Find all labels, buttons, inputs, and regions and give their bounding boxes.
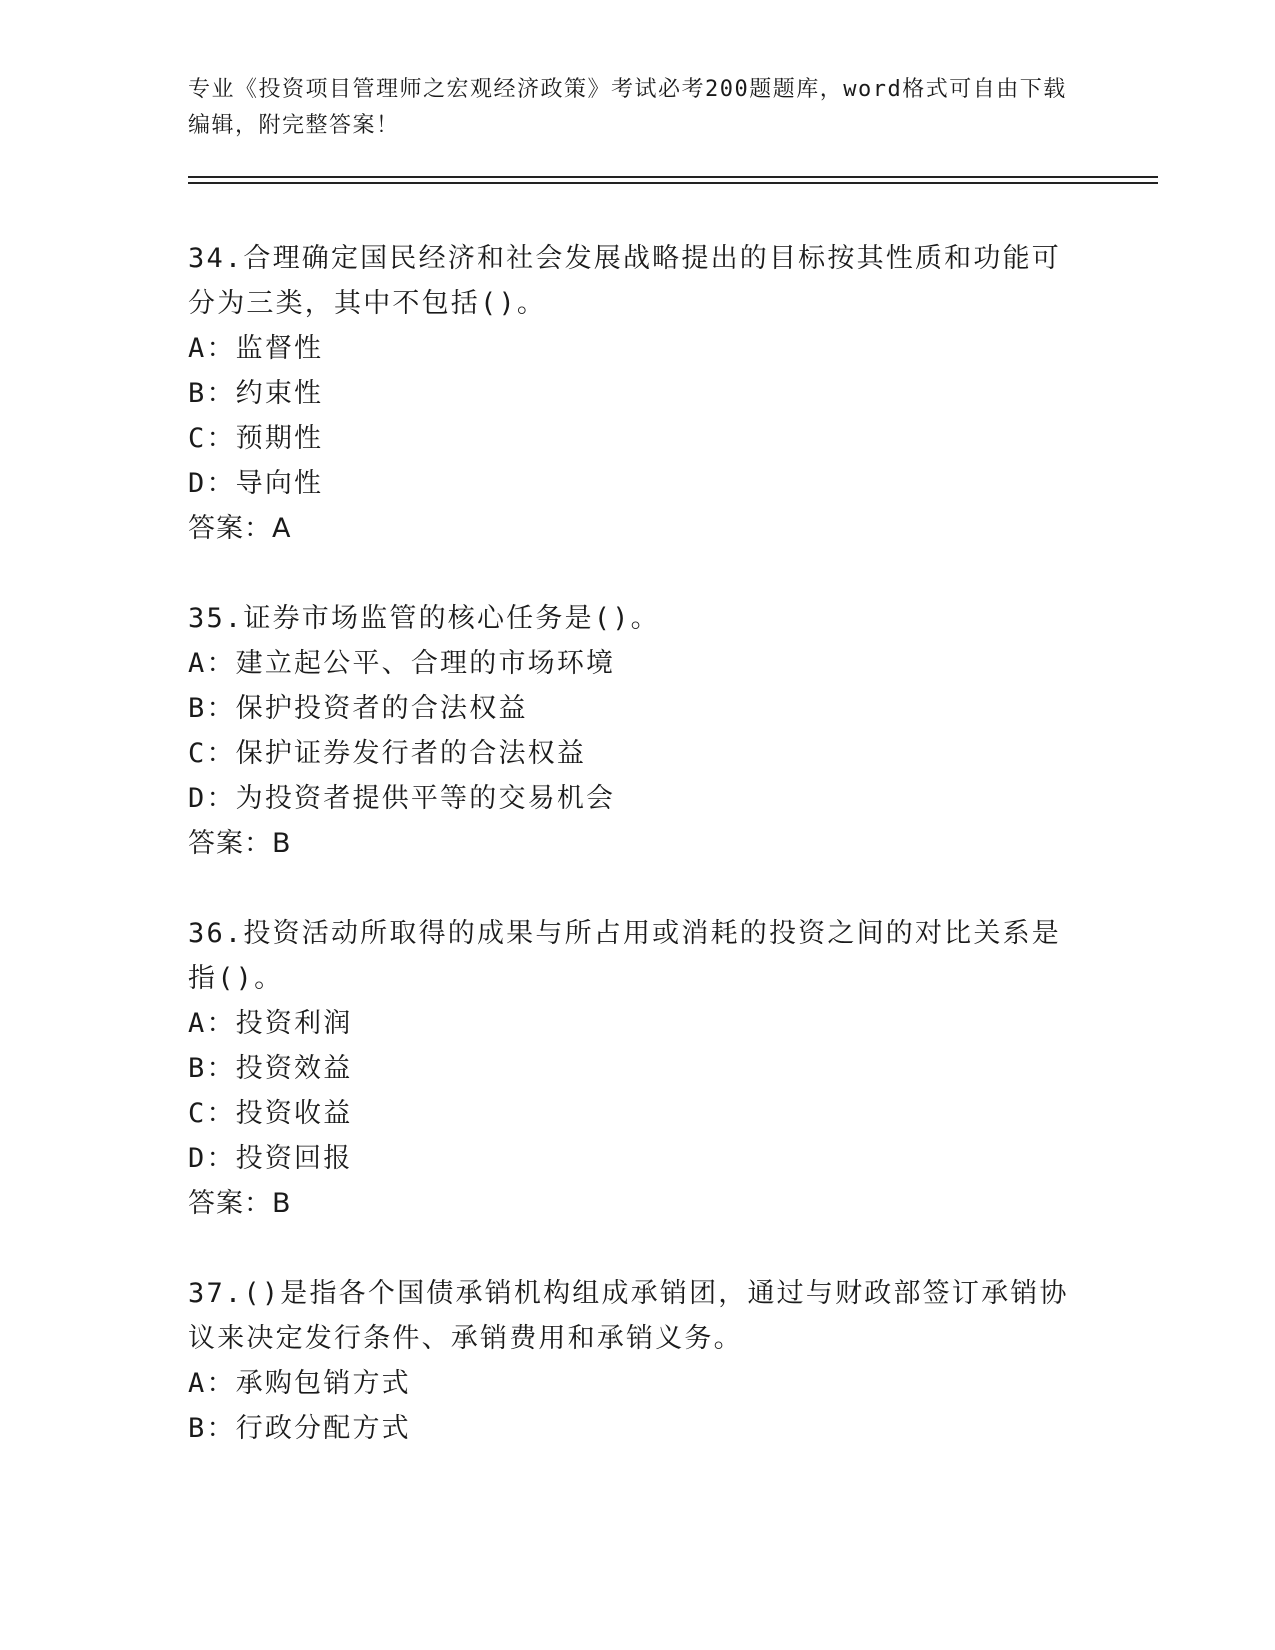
option-a: A：建立起公平、合理的市场环境 [188,648,616,679]
option-c: C：预期性 [188,423,324,454]
question-stem: 34.合理确定国民经济和社会发展战略提出的目标按其性质和功能可分为三类，其中不包括()。 [188,243,1061,319]
question-34 [188,236,1088,551]
option-b: B：投资效益 [188,1053,353,1084]
question-stem: 37.()是指各个国债承销机构组成承销团，通过与财政部签订承销协议来决定发行条件、承销费用和承销义务。 [188,1278,1069,1354]
option-c: C：保护证券发行者的合法权益 [188,738,587,769]
question-stem: 36.投资活动所取得的成果与所占用或消耗的投资之间的对比关系是指()。 [188,918,1061,994]
answer-line: 答案：B [188,828,292,859]
option-b: B：保护投资者的合法权益 [188,693,528,724]
question-37 [188,1271,1088,1451]
option-c: C：投资收益 [188,1098,353,1129]
option-d: D：投资回报 [188,1143,353,1174]
option-d: D：为投资者提供平等的交易机会 [188,783,616,814]
header-divider-top [188,176,1158,178]
option-b: B：约束性 [188,378,324,409]
option-a: A：投资利润 [188,1008,353,1039]
answer-line: 答案：A [188,513,292,544]
header-divider-bottom [188,182,1158,184]
option-a: A：监督性 [188,333,324,364]
document-header: 专业《投资项目管理师之宏观经济政策》考试必考200题题库，word格式可自由下载编辑，附完整答案！ [188,77,1067,138]
answer-line: 答案：B [188,1188,292,1219]
question-stem: 35.证券市场监管的核心任务是()。 [188,603,660,634]
option-a: A：承购包销方式 [188,1368,411,1399]
question-36 [188,911,1088,1226]
question-list [188,236,1088,1496]
option-b: B：行政分配方式 [188,1413,411,1444]
option-d: D：导向性 [188,468,324,499]
question-35 [188,596,1088,866]
